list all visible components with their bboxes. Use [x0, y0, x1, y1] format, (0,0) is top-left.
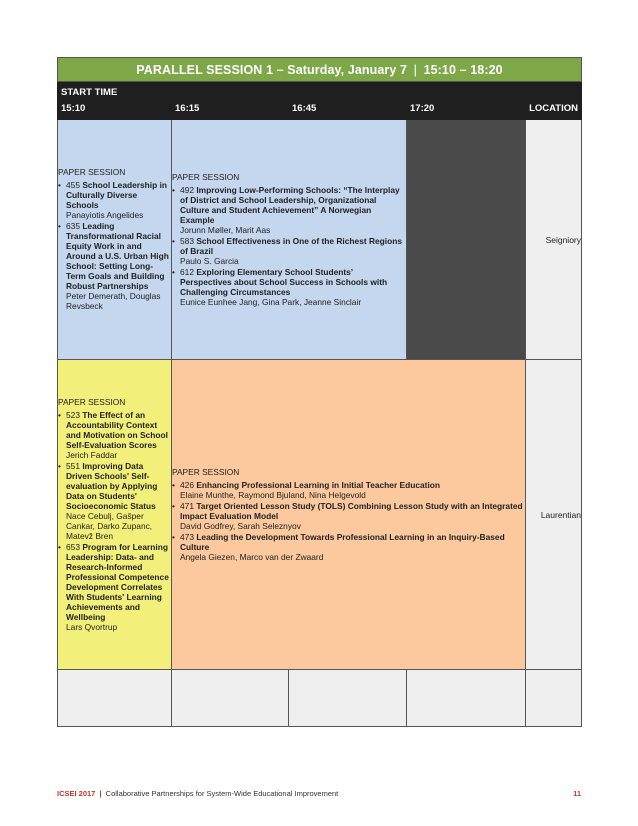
- paper-authors: Lars Qvortrup: [66, 621, 118, 632]
- paper-number: 426: [180, 479, 194, 490]
- paper-item: [172, 480, 525, 500]
- paper-title: The Effect of an Accountability Context and Motivation on School Self-Evaluation Scores: [66, 409, 168, 450]
- paper-list: [172, 185, 406, 307]
- paper-number: 551: [66, 460, 80, 471]
- paper-number: 635: [66, 221, 80, 231]
- paper-authors: Jerich Faddar: [66, 449, 118, 460]
- paper-title: Exploring Elementary School Students’ Perspectives about School Success in Schools with Challenging Circumstances: [180, 266, 388, 297]
- paper-item: [58, 461, 171, 541]
- start-time-label: START TIME: [58, 82, 582, 98]
- location-cell: Seigniory: [526, 120, 582, 360]
- paper-number: 653: [66, 541, 80, 552]
- paper-list: [172, 480, 525, 562]
- paper-list: [58, 180, 171, 311]
- paper-title: Leading Transformational Racial Equity Work in and Around a U.S. Urban High School: Setting Long-Term Goals and Building Robust Partnerships: [66, 221, 169, 291]
- header-row-label: [58, 82, 582, 98]
- paper-number: 523: [66, 409, 80, 420]
- location-cell: Laurentian: [526, 360, 582, 670]
- session-title: PARALLEL SESSION 1 – Saturday, January 7: [136, 62, 408, 77]
- session-type: PAPER SESSION: [58, 167, 126, 177]
- session-cell-left: [58, 120, 172, 360]
- schedule-table: [57, 57, 582, 727]
- session-time: 15:10 – 18:20: [423, 62, 503, 77]
- paper-item: [58, 542, 171, 632]
- session-cell-left: [58, 360, 172, 670]
- paper-title: Improving Data Driven Schools' Self-evaluation by Applying Data on Students' Socioeconomic Status: [66, 460, 158, 511]
- footer-separator: |: [99, 789, 102, 798]
- paper-title: Enhancing Professional Learning in Initial Teacher Education: [196, 479, 441, 490]
- paper-number: 492: [180, 184, 194, 195]
- paper-title: School Effectiveness in One of the Richest Regions of Brazil: [180, 235, 403, 256]
- session-row: [58, 360, 582, 670]
- paper-item: [172, 236, 406, 266]
- session-banner: [58, 58, 582, 82]
- footer-brand: ICSEI 2017: [57, 789, 96, 798]
- paper-number: 471: [180, 500, 194, 511]
- footer-text: Collaborative Partnerships for System-Wide Educational Improvement: [105, 789, 339, 798]
- paper-authors: Peter Demerath, Douglas Revsbeck: [66, 291, 161, 311]
- paper-title: Program for Learning Leadership: Data- and Research-Informed Professional Competence Development Correlates With Students' Learning Achievements and Wellbeing: [66, 541, 169, 622]
- time-slot-4: 17:20: [407, 98, 526, 120]
- blank-row: [58, 670, 582, 727]
- time-slot-1: 15:10: [58, 98, 172, 120]
- paper-title: Improving Low-Performing Schools: “The Interplay of District and School Leadership, Organizational Culture and Student Achievement” A Norwegian Example: [180, 184, 400, 225]
- page-footer: [57, 789, 581, 798]
- paper-authors: Angela Giezen, Marco van der Zwaard: [180, 551, 324, 562]
- paper-authors: Nace Cebulj, Gašper Cankar, Darko Zupanc, Matevž Bren: [66, 510, 153, 541]
- paper-item: [172, 185, 406, 235]
- paper-authors: Paulo S. Garcia: [180, 255, 239, 266]
- paper-number: 612: [180, 266, 194, 277]
- empty-slot: [407, 120, 526, 360]
- paper-number: 455: [66, 180, 80, 190]
- paper-number: 473: [180, 531, 194, 542]
- paper-item: [172, 501, 525, 531]
- paper-item: [58, 221, 171, 311]
- paper-authors: Panayiotis Angelides: [66, 210, 144, 220]
- paper-title: School Leadership in Culturally Diverse Schools: [66, 180, 168, 210]
- session-cell-main: [172, 360, 526, 670]
- paper-authors: Elaine Munthe, Raymond Bjuland, Nina Helgevold: [180, 489, 366, 500]
- session-type: PAPER SESSION: [58, 396, 126, 407]
- paper-item: [172, 267, 406, 307]
- banner-separator: |: [413, 62, 417, 77]
- session-type: PAPER SESSION: [172, 171, 240, 182]
- paper-title: Leading the Development Towards Professional Learning in an Inquiry-Based Culture: [180, 531, 505, 552]
- header-row-times: [58, 98, 582, 120]
- paper-title: Target Oriented Lesson Study (TOLS) Combining Lesson Study with an Integrated Impact Evaluation Model: [180, 500, 523, 521]
- paper-list: [58, 410, 171, 632]
- paper-number: 583: [180, 235, 194, 246]
- time-slot-2: 16:15: [172, 98, 289, 120]
- paper-item: [58, 410, 171, 460]
- paper-authors: Eunice Eunhee Jang, Gina Park, Jeanne Sinclair: [180, 296, 362, 307]
- session-type: PAPER SESSION: [172, 466, 240, 477]
- paper-authors: Jorunn Møller, Marit Aas: [180, 224, 271, 235]
- paper-item: [58, 180, 171, 220]
- paper-authors: David Godfrey, Sarah Seleznyov: [180, 520, 301, 531]
- time-slot-3: 16:45: [289, 98, 407, 120]
- session-cell-main: [172, 120, 407, 360]
- page-number: 11: [573, 789, 581, 798]
- paper-item: [172, 532, 525, 562]
- session-row: [58, 120, 582, 360]
- location-header: LOCATION: [526, 98, 582, 120]
